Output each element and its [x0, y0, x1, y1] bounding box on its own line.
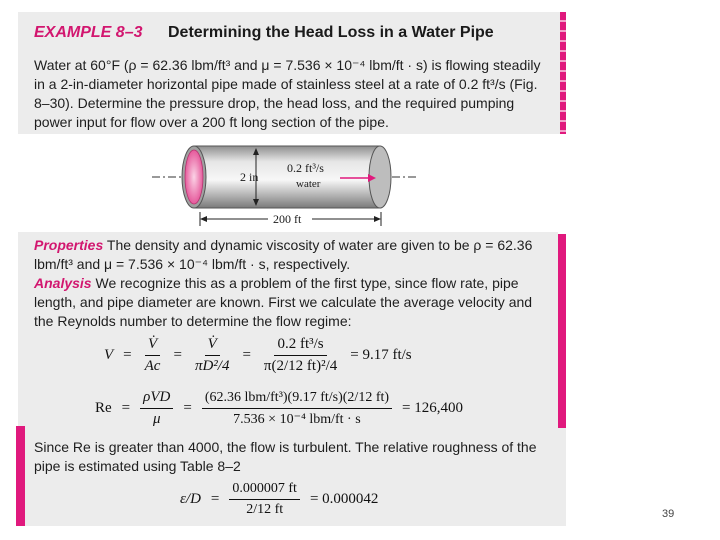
problem-statement: Water at 60°F (ρ = 62.36 lbm/ft³ and μ = 7.536 × 10⁻⁴ lbm/ft · s) is flowing steadily in a 2-in-diameter horizontal pipe made of stainless steel at a rate of 0.2 ft³/s (Fig. 8–30). Determine the pressure drop, the head loss, and the required pumping power input for flow over a 200 ft long section of the pipe.	[34, 57, 541, 130]
margin-bar-middle	[558, 234, 566, 428]
analysis-paragraph	[34, 274, 552, 331]
roughness-lhs: ε/D	[180, 491, 201, 507]
velocity-fraction-2: $\frac{V̇}{\text{πD²/4}}$	[194, 336, 230, 374]
reynolds-fraction-1: $\frac{\text{ρVD}}{\mu}$	[140, 389, 173, 428]
roughness-equation: ε/D = $\frac{0.000007 ft}{2/12 ft}$ = 0.000042	[180, 481, 379, 517]
example-label: EXAMPLE 8–3	[34, 24, 143, 41]
reynolds-equation: Re = $\frac{\text{ρVD}}{\mu}$ = $\frac{\text{(62.36 lbm/ft³)(9.17 ft/s)(2/12 ft)}}{\text{7.536 × 10⁻⁴ lbm/ft · s}}$ = 126,400	[95, 389, 464, 427]
properties-keyword: Properties	[34, 237, 104, 253]
roughness-fraction: $\frac{0.000007 ft}{2/12 ft}$	[229, 481, 300, 518]
reynolds-result: = 126,400	[402, 400, 464, 416]
velocity-fraction-3: $\frac{\text{0.2 ft³/s}}{\text{π(2/12 ft)²/4}}$	[263, 336, 338, 374]
margin-bar-bottom	[16, 426, 25, 526]
properties-paragraph	[34, 236, 552, 274]
diameter-label: 2 in	[240, 170, 259, 184]
velocity-lhs: V	[104, 347, 114, 363]
turbulence-paragraph: Since Re is greater than 4000, the flow is turbulent. The relative roughness of the pipe is estimated using Table 8–2	[34, 439, 537, 474]
velocity-fraction-1: $\frac{V̇}{Ac}$	[144, 336, 161, 374]
analysis-keyword: Analysis	[34, 275, 92, 291]
reynolds-fraction-2: $\frac{\text{(62.36 lbm/ft³)(9.17 ft/s)(2/12 ft)}}{\text{7.536 × 10⁻⁴ lbm/ft · s}}$	[202, 390, 392, 428]
properties-text: The density and dynamic viscosity of water are given to be ρ = 62.36 lbm/ft³ and μ = 7.536 × 10⁻⁴ lbm/ft · s, respectively.	[34, 237, 533, 272]
page-number: 39	[662, 508, 675, 520]
length-label: 200 ft	[273, 212, 302, 226]
flow-rate-label: 0.2 ft³/s	[287, 161, 324, 175]
velocity-result: = 9.17 ft/s	[350, 347, 412, 363]
roughness-result: = 0.000042	[309, 491, 379, 507]
margin-bar-top	[560, 12, 566, 134]
velocity-equation: V = $\frac{V̇}{Ac}$ = $\frac{V̇}{\text{πD²/4}}$ = $\frac{\text{0.2 ft³/s}}{\text{π(2/12 ft)²/4}}$ = 9.17 ft/s	[104, 336, 412, 374]
fluid-label: water	[296, 178, 321, 190]
analysis-text: We recognize this as a problem of the first type, since flow rate, pipe length, and pipe diameter are known. First we calculate the average velocity and the Reynolds number to determine the flow regime:	[34, 275, 533, 329]
example-title: Determining the Head Loss in a Water Pipe	[168, 24, 494, 41]
reynolds-lhs: Re	[95, 400, 112, 416]
